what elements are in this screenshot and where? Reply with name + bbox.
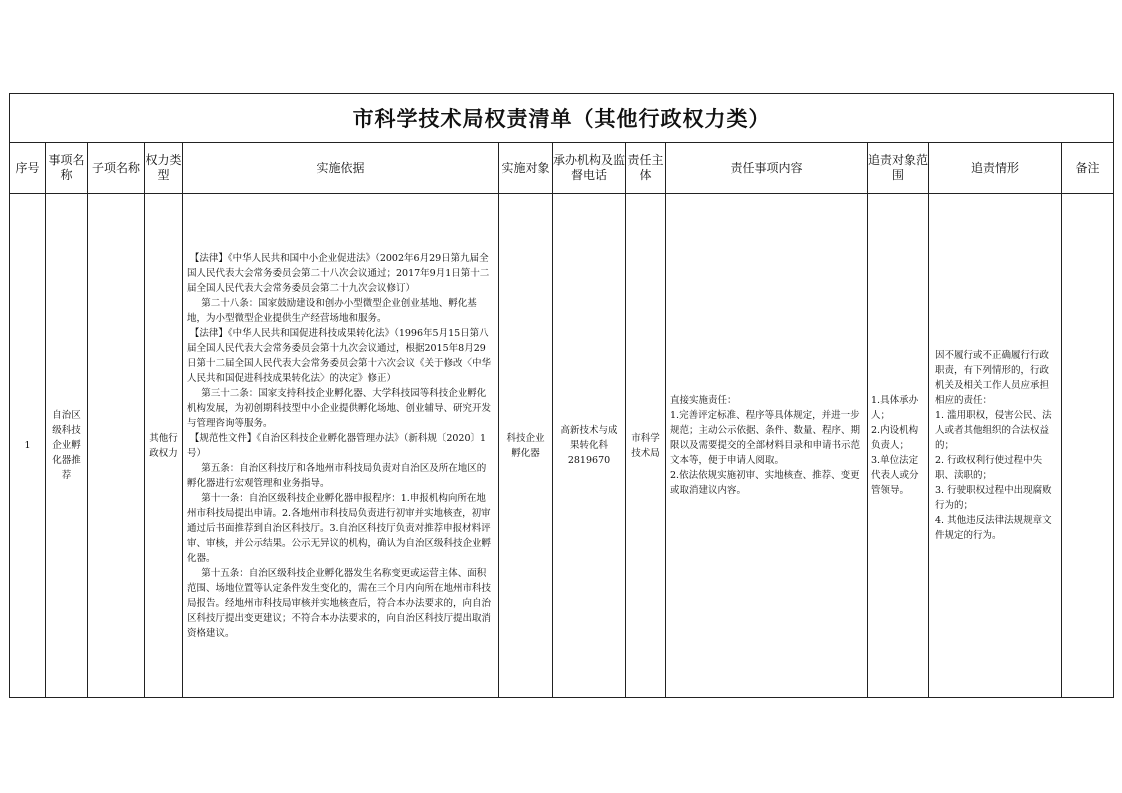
- cell-duty: [666, 194, 868, 698]
- header-basis: 实施依据: [183, 143, 499, 194]
- cell-item-name: 自治区级科技企业孵化器推荐: [46, 194, 88, 698]
- basis-paragraph: 第五条：自治区科技厅和各地州市科技局负责对自治区及所在地区的孵化器进行宏观管理和业务指导。: [187, 462, 487, 489]
- responsibility-list-table: [9, 93, 1114, 698]
- cell-cases: [929, 194, 1062, 698]
- duty-line: 直接实施责任：: [670, 395, 737, 406]
- case-line: 2. 行政权利行使过程中失职、渎职的；: [935, 455, 1043, 481]
- header-scope: 追责对象范围: [868, 143, 929, 194]
- scope-line: 2.内设机构负责人；: [871, 425, 919, 451]
- cell-no: 1: [10, 194, 46, 698]
- cell-org: [553, 194, 626, 698]
- header-row: [10, 143, 1114, 194]
- basis-paragraph: 【法律】《中华人民共和国中小企业促进法》（2002年6月29日第九届全国人民代表大会常务委员会第二十八次会议通过；2017年9月1日第十二届全国人民代表大会常务委员会第二十九次会议修订）: [187, 252, 490, 294]
- duty-line: 1.完善评定标准、程序等具体规定，并进一步规范；主动公示依据、条件、数量、程序、期限以及需要提交的全部材料目录和申请书示范文本等，便于申请人阅取。: [670, 410, 861, 466]
- org-phone: 2819670: [567, 455, 611, 466]
- header-cases: 追责情形: [929, 143, 1062, 194]
- case-line: 因不履行或不正确履行行政职责，有下列情形的，行政机关及相关工作人员应承担相应的责任：: [935, 350, 1050, 406]
- cell-subitem: [88, 194, 145, 698]
- cell-subject: 市科学技术局: [626, 194, 666, 698]
- document-title: 市科学技术局权责清单（其他行政权力类）: [10, 94, 1114, 143]
- header-subitem: 子项名称: [88, 143, 145, 194]
- header-org: 承办机构及监督电话: [553, 143, 626, 194]
- basis-paragraph: 【规范性文件】《自治区科技企业孵化器管理办法》（新科规〔2020〕1号）: [187, 432, 487, 459]
- header-type: 权力类型: [145, 143, 183, 194]
- case-line: 4. 其他违反法律法规规章文件规定的行为。: [935, 515, 1052, 541]
- header-item-text: 事项名称: [48, 153, 85, 182]
- basis-paragraph: 第三十二条：国家支持科技企业孵化器、大学科技园等科技企业孵化机构发展，为初创期科技型中小企业提供孵化场地、创业辅导、研究开发与管理咨询等服务。: [187, 387, 492, 429]
- cell-power-type: 其他行政权力: [145, 194, 183, 698]
- header-target: 实施对象: [499, 143, 553, 194]
- table-row: [10, 194, 1114, 698]
- scope-line: 3.单位法定代表人或分管领导。: [871, 455, 919, 496]
- basis-paragraph: 第十一条：自治区级科技企业孵化器申报程序：1.申报机构向所在地州市科技局提出申请。2.各地州市科技局负责进行初审并实地核查，初审通过后书面推荐到自治区科技厅。3.自治区科技厅负责对推荐申报材料评审、审核，并公示结果。公示无异议的机构，确认为自治区级科技企业孵化器。: [187, 492, 492, 564]
- header-duty: 责任事项内容: [666, 143, 868, 194]
- basis-paragraph: 第二十八条：国家鼓励建设和创办小型微型企业创业基地、孵化基地，为小型微型企业提供生产经营场地和服务。: [187, 297, 477, 324]
- header-remark: 备注: [1062, 143, 1114, 194]
- scope-line: 1.具体承办人；: [871, 395, 919, 421]
- case-line: 3. 行驶职权过程中出现腐败行为的；: [935, 485, 1052, 511]
- duty-line: 2.依法依规实施初审、实地核查、推荐、变更或取消建议内容。: [670, 470, 860, 496]
- cell-target: 科技企业孵化器: [499, 194, 553, 698]
- cell-basis: [183, 194, 499, 698]
- basis-paragraph: 【法律】《中华人民共和国促进科技成果转化法》（1996年5月15日第八届全国人民代表大会常务委员会第十九次会议通过，根据2015年8月29日第十二届全国人民代表大会常务委员会第十六次会议《关于修改〈中华人民共和国促进科技成果转化法〉的决定》修正）: [187, 327, 492, 384]
- case-line: 1. 滥用职权，侵害公民、法人或者其他组织的合法权益的；: [935, 410, 1052, 451]
- basis-paragraph: 第十五条：自治区级科技企业孵化器发生名称变更或运营主体、面积范围、场地位置等认定条件发生变化的，需在三个月内向所在地州市科技局报告。经地州市科技局审核并实地核查后，符合本办法要求的，向自治区科技厅提出变更建议；不符合本办法要求的，向自治区科技厅提出取消资格建议。: [187, 567, 492, 639]
- header-item: [46, 143, 88, 194]
- org-name: 高新技术与成果转化科: [560, 425, 618, 451]
- cell-remark: [1062, 194, 1114, 698]
- header-no: 序号: [10, 143, 46, 194]
- cell-scope: [868, 194, 929, 698]
- header-subject: 责任主体: [626, 143, 666, 194]
